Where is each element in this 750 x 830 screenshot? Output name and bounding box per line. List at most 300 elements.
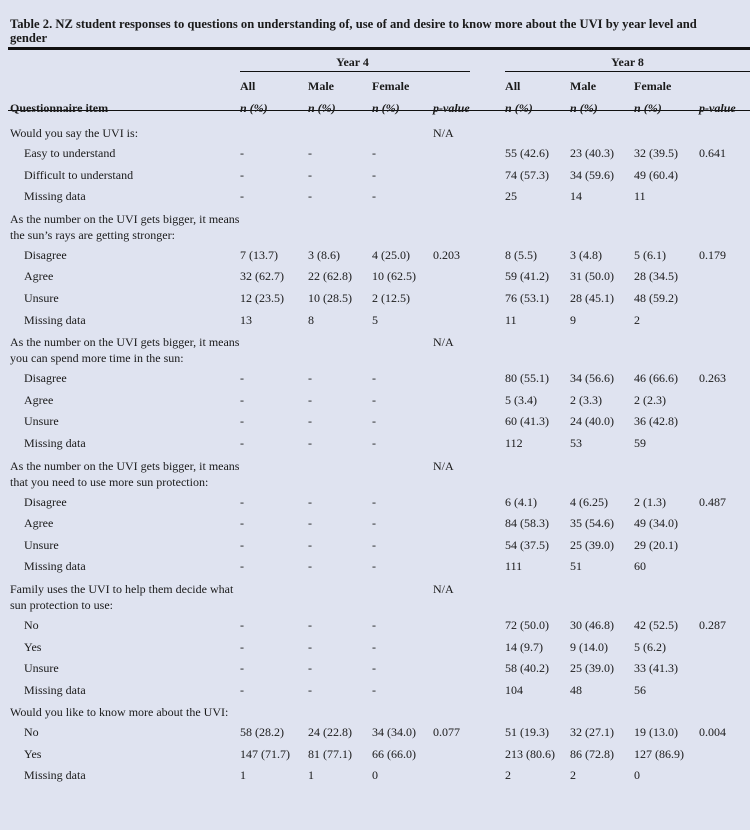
empty-cell <box>505 331 570 368</box>
empty-cell <box>308 578 372 615</box>
table-cell <box>699 556 750 578</box>
table-cell: 0.004 <box>699 725 727 740</box>
table-cell: 54 (37.5) <box>505 537 550 552</box>
empty-cell <box>570 578 634 615</box>
empty-cell <box>570 331 634 368</box>
response-label: No <box>24 725 39 740</box>
empty-cell <box>240 122 308 143</box>
column-subheader: n (%) <box>505 101 533 115</box>
table-cell: 2 <box>505 768 512 783</box>
response-label: Agree <box>24 516 54 531</box>
empty-cell <box>308 701 372 722</box>
top-rule <box>8 47 750 50</box>
table-cell: 72 (50.0) <box>505 617 550 632</box>
empty-cell <box>505 455 570 492</box>
table-row <box>0 433 750 455</box>
table-cell: 7 (13.7) <box>240 247 278 262</box>
table-cell <box>699 535 750 557</box>
table-cell: 11 <box>505 312 517 327</box>
table-cell: 0.263 <box>699 371 727 386</box>
empty-cell <box>372 208 433 245</box>
response-label: Easy to understand <box>24 146 116 160</box>
table-row <box>0 143 750 165</box>
data-table <box>0 52 750 787</box>
table-cell: 49 (34.0) <box>634 516 679 531</box>
question-text: Would you say the UVI is: <box>10 126 139 140</box>
table-row <box>0 186 750 208</box>
column-header: Male <box>570 79 597 93</box>
empty-cell <box>372 701 433 722</box>
table-cell: 22 (62.8) <box>308 269 352 284</box>
table-cell: 127 (86.9) <box>634 746 685 761</box>
question-text: As the number on the UVI gets bigger, it means you can spend more time in the sun: <box>10 335 240 366</box>
table-cell: 33 (41.3) <box>634 661 679 676</box>
table-cell: 1 <box>240 768 246 783</box>
response-label: Disagree <box>24 371 67 386</box>
table-cell <box>699 680 750 702</box>
question-row <box>0 701 750 722</box>
table-cell: 0.487 <box>699 494 727 509</box>
table-row <box>0 556 750 578</box>
table-cell: 0.641 <box>699 146 727 160</box>
table-cell: 48 (59.2) <box>634 290 679 305</box>
table-row <box>0 658 750 680</box>
response-label: Missing data <box>24 682 86 697</box>
question-pvalue <box>433 701 505 722</box>
table-cell: 4 (6.25) <box>570 494 609 509</box>
table-cell: 104 <box>505 682 524 697</box>
table-cell: 49 (60.4) <box>634 167 679 182</box>
empty-cell <box>699 455 750 492</box>
table-cell: - <box>372 617 376 632</box>
question-pvalue: N/A <box>433 126 454 140</box>
table-cell: 32 (62.7) <box>240 269 284 284</box>
table-cell: - <box>372 435 376 450</box>
column-header: Female <box>372 79 410 93</box>
table-cell <box>433 368 505 390</box>
empty-cell <box>308 455 372 492</box>
table-cell: 0.287 <box>699 617 727 632</box>
table-cell: - <box>308 146 312 160</box>
table-cell: 84 (58.3) <box>505 516 550 531</box>
table-cell <box>699 765 750 787</box>
table-cell: 10 (28.5) <box>308 290 352 305</box>
empty-cell <box>634 122 699 143</box>
table-cell: - <box>240 537 244 552</box>
table-row <box>0 390 750 412</box>
table-cell: 8 (5.5) <box>505 247 538 262</box>
column-header: All <box>505 79 521 93</box>
table-cell: 11 <box>634 189 646 204</box>
table-cell: 42 (52.5) <box>634 617 679 632</box>
response-label: Agree <box>24 269 54 284</box>
table-cell <box>699 411 750 433</box>
table-cell: - <box>372 559 376 574</box>
table-row <box>0 310 750 332</box>
table-cell <box>699 637 750 659</box>
table-cell: - <box>372 661 376 676</box>
table-cell <box>433 390 505 412</box>
table-cell: - <box>240 167 244 182</box>
empty-cell <box>634 701 699 722</box>
question-text: As the number on the UVI gets bigger, it means the sun’s rays are getting stronger: <box>10 211 240 242</box>
question-pvalue: N/A <box>433 458 454 473</box>
table-cell <box>433 411 505 433</box>
table-cell: 31 (50.0) <box>570 269 615 284</box>
year4-header: Year 4 <box>336 55 369 69</box>
table-cell: 13 <box>240 312 252 327</box>
empty-cell <box>240 208 308 245</box>
question-row <box>0 455 750 492</box>
table-cell: 10 (62.5) <box>372 269 416 284</box>
table-cell <box>699 513 750 535</box>
table-cell: - <box>372 639 376 654</box>
table-cell: 58 (28.2) <box>240 725 284 740</box>
empty-cell <box>372 455 433 492</box>
column-header: Female <box>634 79 672 93</box>
table-cell: 76 (53.1) <box>505 290 550 305</box>
table-title: Table 2. NZ student responses to questions on understanding of, use of and desire to know more about the UVI by year level and gender <box>10 17 697 45</box>
table-cell: 55 (42.6) <box>505 146 550 160</box>
response-label: Unsure <box>24 290 59 305</box>
table-row <box>0 411 750 433</box>
column-header: Male <box>308 79 334 93</box>
table-cell <box>433 288 505 310</box>
column-subheader: n (%) <box>240 101 268 115</box>
empty-cell <box>505 208 570 245</box>
table-cell: 25 (39.0) <box>570 661 615 676</box>
question-pvalue: N/A <box>433 335 454 350</box>
empty-cell <box>240 701 308 722</box>
table-cell <box>433 765 505 787</box>
table-row <box>0 368 750 390</box>
table-row <box>0 288 750 310</box>
table-row <box>0 245 750 267</box>
empty-cell <box>240 331 308 368</box>
column-subheader: n (%) <box>570 101 598 115</box>
table-cell: - <box>308 661 312 676</box>
table-cell <box>433 658 505 680</box>
empty-cell <box>570 208 634 245</box>
table-cell: 0 <box>372 768 378 783</box>
table-cell: - <box>372 494 376 509</box>
questionnaire-item-header: Questionnaire item <box>10 101 109 115</box>
table-cell: 2 (3.3) <box>570 392 603 407</box>
table-cell <box>433 556 505 578</box>
question-text: Family uses the UVI to help them decide what sun protection to use: <box>10 581 234 612</box>
table-row <box>0 165 750 187</box>
empty-cell <box>634 455 699 492</box>
table-cell: - <box>240 392 244 407</box>
table-cell: 30 (46.8) <box>570 617 615 632</box>
table-cell: - <box>372 414 376 429</box>
table-cell: 3 (8.6) <box>308 247 340 262</box>
table-cell <box>699 390 750 412</box>
empty-cell <box>505 578 570 615</box>
table-cell: 80 (55.1) <box>505 371 550 386</box>
table-cell: 34 (34.0) <box>372 725 416 740</box>
table-cell: - <box>372 371 376 386</box>
response-label: Missing data <box>24 435 86 450</box>
table-cell <box>433 637 505 659</box>
table-cell: 29 (20.1) <box>634 537 679 552</box>
table-cell: - <box>308 494 312 509</box>
table-cell: - <box>308 516 312 531</box>
table-cell: 25 (39.0) <box>570 537 615 552</box>
question-text: As the number on the UVI gets bigger, it means that you need to use more sun protection: <box>10 458 240 489</box>
table-cell: - <box>240 494 244 509</box>
table-row <box>0 513 750 535</box>
column-subheader: n (%) <box>634 101 662 115</box>
empty-cell <box>570 122 634 143</box>
empty-cell <box>699 331 750 368</box>
empty-cell <box>699 208 750 245</box>
table-cell: 8 <box>308 312 314 327</box>
response-label: Difficult to understand <box>24 167 134 182</box>
empty-cell <box>372 122 433 143</box>
empty-cell <box>372 578 433 615</box>
table-cell: - <box>308 639 312 654</box>
table-cell: 4 (25.0) <box>372 247 410 262</box>
table-cell: 36 (42.8) <box>634 414 679 429</box>
table-cell: 59 (41.2) <box>505 269 550 284</box>
table-row <box>0 744 750 766</box>
question-row <box>0 122 750 143</box>
table-cell: 9 (14.0) <box>570 639 609 654</box>
table-cell: 0.077 <box>433 725 460 740</box>
column-header <box>699 72 750 100</box>
table-cell: 66 (66.0) <box>372 746 416 761</box>
table-row <box>0 637 750 659</box>
response-label: Unsure <box>24 414 59 429</box>
table-cell <box>699 310 750 332</box>
table-cell: 28 (34.5) <box>634 269 679 284</box>
table-cell: - <box>240 559 244 574</box>
empty-cell <box>308 208 372 245</box>
response-label: Missing data <box>24 189 86 204</box>
empty-cell <box>570 455 634 492</box>
table-cell: - <box>372 682 376 697</box>
empty-cell <box>505 122 570 143</box>
table-cell: 147 (71.7) <box>240 746 290 761</box>
table-cell <box>433 186 505 208</box>
table-cell: - <box>240 516 244 531</box>
table-cell: - <box>372 167 376 182</box>
response-label: Unsure <box>24 661 59 676</box>
table-row <box>0 765 750 787</box>
table-cell: 2 <box>570 768 577 783</box>
table-cell: 112 <box>505 435 523 450</box>
column-subheader: n (%) <box>372 101 400 115</box>
table-cell: - <box>308 682 312 697</box>
table-cell: - <box>240 682 244 697</box>
table-cell <box>699 433 750 455</box>
table-cell: 2 (2.3) <box>634 392 667 407</box>
table-cell: - <box>240 435 244 450</box>
response-label: Missing data <box>24 559 86 574</box>
empty-cell <box>505 701 570 722</box>
table-cell: 3 (4.8) <box>570 247 603 262</box>
table-cell: 0 <box>634 768 641 783</box>
table-cell <box>433 744 505 766</box>
table-cell: 35 (54.6) <box>570 516 615 531</box>
table-cell: 2 (12.5) <box>372 290 410 305</box>
question-pvalue: N/A <box>433 581 454 596</box>
table-cell: 24 (40.0) <box>570 414 615 429</box>
table-cell <box>433 513 505 535</box>
table-cell: 53 <box>570 435 583 450</box>
table-cell: 24 (22.8) <box>308 725 352 740</box>
column-subheader: p-value <box>433 101 470 115</box>
table-cell: 60 <box>634 559 647 574</box>
table-row <box>0 535 750 557</box>
response-label: Agree <box>24 392 54 407</box>
table-cell: - <box>240 617 244 632</box>
empty-cell <box>308 122 372 143</box>
table-cell: 5 (6.1) <box>634 247 667 262</box>
question-row <box>0 578 750 615</box>
table-cell: 5 (3.4) <box>505 392 538 407</box>
year8-header: Year 8 <box>611 55 644 69</box>
table-cell: - <box>372 146 376 160</box>
empty-cell <box>699 122 750 143</box>
table-cell <box>699 658 750 680</box>
column-header: All <box>240 79 256 93</box>
table-cell: 59 <box>634 435 647 450</box>
table-cell: 32 (39.5) <box>634 146 679 160</box>
empty-cell <box>634 331 699 368</box>
table-cell: 51 <box>570 559 583 574</box>
table-cell: 5 <box>372 312 378 327</box>
table-cell: - <box>308 435 312 450</box>
table-cell: 32 (27.1) <box>570 725 615 740</box>
table-cell <box>699 266 750 288</box>
table-cell: - <box>308 189 312 204</box>
table-cell <box>433 165 505 187</box>
empty-cell <box>240 578 308 615</box>
empty-cell <box>570 701 634 722</box>
table-cell <box>699 288 750 310</box>
table-cell <box>433 143 505 165</box>
table-cell: 34 (56.6) <box>570 371 615 386</box>
table-cell: - <box>308 371 312 386</box>
table-cell: 58 (40.2) <box>505 661 550 676</box>
table-cell: 86 (72.8) <box>570 746 615 761</box>
table-row <box>0 680 750 702</box>
table-cell: 74 (57.3) <box>505 167 550 182</box>
table-row <box>0 266 750 288</box>
table-cell <box>433 433 505 455</box>
table-cell: - <box>372 392 376 407</box>
empty-cell <box>372 331 433 368</box>
table-cell: 28 (45.1) <box>570 290 615 305</box>
empty-cell <box>699 701 750 722</box>
table-cell: 34 (59.6) <box>570 167 615 182</box>
table-cell <box>433 492 505 514</box>
column-header <box>433 72 505 100</box>
table-cell: 213 (80.6) <box>505 746 556 761</box>
table-cell: - <box>240 371 244 386</box>
table-cell: 51 (19.3) <box>505 725 550 740</box>
table-cell: 111 <box>505 559 523 574</box>
response-label: Yes <box>24 746 42 761</box>
table-row <box>0 722 750 744</box>
table-cell <box>433 266 505 288</box>
table-cell: 23 (40.3) <box>570 146 615 160</box>
empty-cell <box>240 455 308 492</box>
table-cell: 2 (1.3) <box>634 494 667 509</box>
column-subheader: n (%) <box>308 101 336 115</box>
table-row <box>0 615 750 637</box>
table-cell <box>433 535 505 557</box>
response-label: Disagree <box>24 494 67 509</box>
table-cell: 56 <box>634 682 647 697</box>
table-cell: 5 (6.2) <box>634 639 667 654</box>
table-row <box>0 492 750 514</box>
response-label: Disagree <box>24 247 67 262</box>
table-cell: 19 (13.0) <box>634 725 679 740</box>
response-label: Yes <box>24 639 42 654</box>
question-row <box>0 331 750 368</box>
question-row <box>0 208 750 245</box>
table-cell <box>433 310 505 332</box>
table-cell: - <box>240 414 244 429</box>
question-text: Would you like to know more about the UVI: <box>10 705 229 720</box>
table-cell: - <box>308 392 312 407</box>
table-cell <box>699 186 750 208</box>
table-cell <box>699 744 750 766</box>
column-subheader: p-value <box>699 101 736 115</box>
table-cell <box>433 680 505 702</box>
table-cell: - <box>308 167 312 182</box>
response-label: No <box>24 617 39 632</box>
response-label: Missing data <box>24 312 86 327</box>
table-cell: - <box>240 146 244 160</box>
table-cell: 9 <box>570 312 577 327</box>
table-cell: - <box>308 559 312 574</box>
table-cell: - <box>240 661 244 676</box>
question-pvalue <box>433 208 505 245</box>
table-cell: 14 (9.7) <box>505 639 544 654</box>
table-cell: - <box>308 537 312 552</box>
table-cell: 60 (41.3) <box>505 414 550 429</box>
empty-cell <box>308 331 372 368</box>
table-cell: - <box>372 516 376 531</box>
table-cell: - <box>308 617 312 632</box>
empty-cell <box>634 578 699 615</box>
table-cell: 48 <box>570 682 583 697</box>
empty-cell <box>699 578 750 615</box>
table-cell: 1 <box>308 768 314 783</box>
table-cell: 46 (66.6) <box>634 371 679 386</box>
table-cell: 12 (23.5) <box>240 290 284 305</box>
table-cell: 14 <box>570 189 583 204</box>
response-label: Unsure <box>24 537 59 552</box>
table-cell: - <box>308 414 312 429</box>
table-cell <box>433 615 505 637</box>
table-cell: 25 <box>505 189 518 204</box>
table-cell: - <box>240 189 244 204</box>
response-label: Missing data <box>24 768 86 783</box>
table-cell <box>699 165 750 187</box>
table-cell: - <box>372 537 376 552</box>
table-cell: 0.179 <box>699 247 727 262</box>
table-cell: 0.203 <box>433 247 460 262</box>
table-cell: - <box>372 189 376 204</box>
table-cell: - <box>240 639 244 654</box>
table-cell: 6 (4.1) <box>505 494 538 509</box>
table-cell: 81 (77.1) <box>308 746 352 761</box>
